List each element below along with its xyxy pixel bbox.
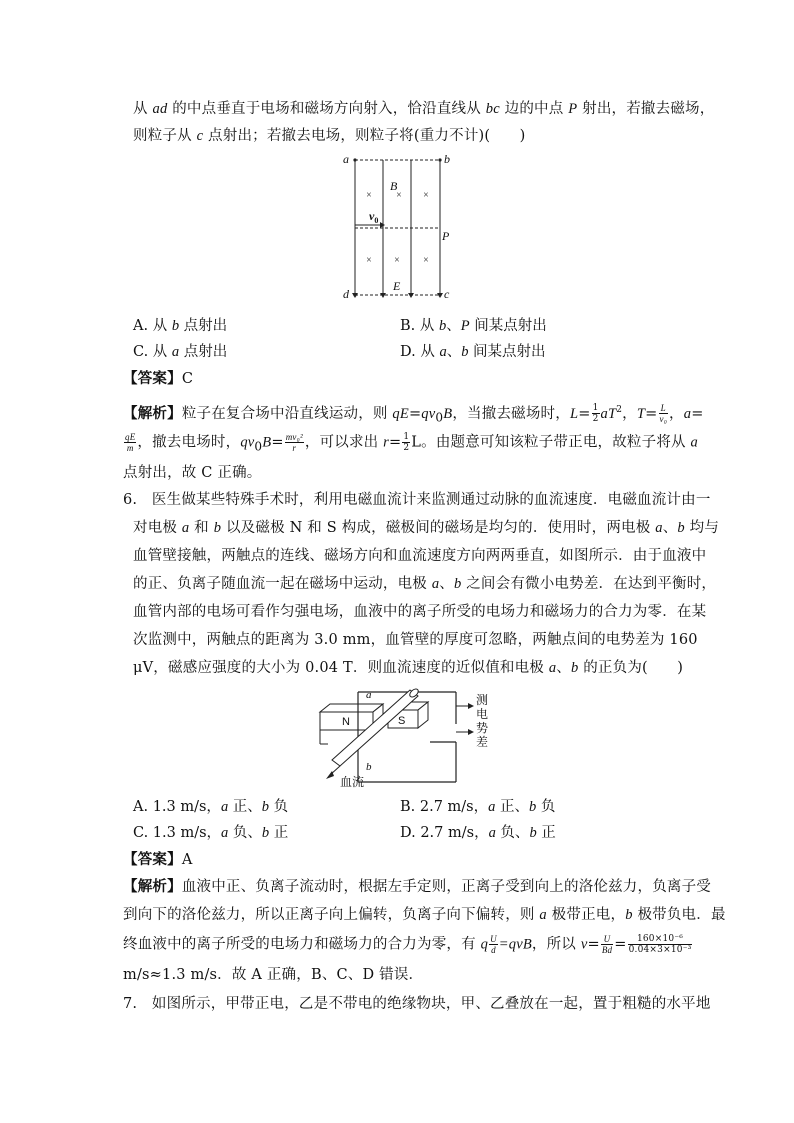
q6-stem-line3: 血管壁接触，两触点的连线、磁场方向和血流速度方向两两垂直，如图所示．由于血液中: [133, 548, 707, 564]
q5-analysis-line2: $\frac{qE}{m}$ ，撤去电场时，$qv_0B=$ $\frac{\text{mv₀²}}{r}$ ，可以求出 r= $\frac{1}{2}$ L。由题意可知该粒子带正电，故粒子将从 a: [125, 432, 698, 454]
label-a: a: [366, 689, 372, 701]
q5-option-a[interactable]: A. 从 b 点射出: [133, 318, 228, 334]
x-mark: ×: [366, 255, 372, 266]
label-measure-2: 势: [476, 721, 489, 735]
label-blood-flow: 血流: [340, 775, 365, 789]
q6-option-a[interactable]: A. 1.3 m/s，a 正、b 负: [133, 799, 289, 815]
label-measure-3: 差: [476, 735, 489, 749]
q5-stem-line2: 则粒子从 c 点射出；若撤去电场，则粒子将(重力不计)( ): [133, 128, 526, 144]
x-mark: ×: [423, 190, 429, 201]
x-mark: ×: [423, 255, 429, 266]
q6-stem-line4: 的正、负离子随血流一起在磁场中运动，电极 a、b 之间会有微小电势差．在达到平衡时，: [133, 576, 717, 592]
q7-stem-line1: 7. 如图所示，甲带正电，乙是不带电的绝缘物块，甲、乙叠放在一起，置于粗糙的水平地: [123, 996, 711, 1012]
q5-analysis-line3: 点射出，故 C 正确。: [123, 465, 262, 481]
q5-option-d[interactable]: D. 从 a、b 间某点射出: [400, 344, 546, 360]
q6-stem-line6: 次监测中，两触点的距离为 3.0 mm，血管壁的厚度可忽略，两触点间的电势差为 160: [133, 632, 698, 648]
q6-analysis-line3: 终血液中的离子所受的电场力和磁场力的合力为零，有 q $\frac{U}{d}$ =qvB，所以 v= $\frac{U}{Bd}$ = $\frac{\text{160×10⁻⁶}}{\text{0.04×3×10⁻³}}$: [123, 934, 692, 955]
label-P: P: [442, 229, 450, 243]
magnet-n-top: [320, 704, 383, 712]
label-S: S: [398, 715, 406, 727]
q6-analysis-line2: 到向下的洛伦兹力，所以正离子向上偏转，负离子向下偏转，则 a 极带正电，b 极带负电．最: [123, 907, 726, 923]
q6-analysis-line1: 【解析】血液中正、负离子流动时，根据左手定则，正离子受到向上的洛伦兹力，负离子受: [123, 878, 712, 895]
x-mark: ×: [366, 190, 372, 201]
q6-option-b[interactable]: B. 2.7 m/s，a 正、b 负: [400, 799, 556, 815]
label-measure-1: 电: [476, 707, 489, 721]
label-c: c: [444, 287, 450, 300]
label-b: b: [366, 761, 372, 773]
label-b: b: [444, 152, 450, 166]
q5-stem-line1: 从 ad 的中点垂直于电场和磁场方向射入，恰沿直线从 bc 边的中点 P 射出，若撤去磁场，: [133, 101, 715, 117]
x-mark: ×: [394, 255, 400, 266]
q6-option-c[interactable]: C. 1.3 m/s，a 负、b 正: [133, 825, 289, 841]
q5-option-b[interactable]: B. 从 b、P 间某点射出: [400, 318, 547, 334]
q5-analysis-line1: 【解析】粒子在复合场中沿直线运动，则 $qE=qv_0B$，当撤去磁场时，L= $\frac{1}{2}$ $aT^2$，T= $\frac{L}{\text{v₀}}$ ，a=: [123, 403, 704, 425]
q5-option-c[interactable]: C. 从 a 点射出: [133, 344, 228, 360]
label-v0: $v_0$: [369, 209, 379, 225]
q6-answer: 【答案】A: [123, 851, 193, 868]
q6-stem-line5: 血管内部的电场可看作匀强电场，血液中的离子所受的电场力和磁场力的合力为零．在某: [133, 604, 707, 620]
q6-flowmeter-diagram: [318, 682, 498, 792]
q5-answer: 【答案】C: [123, 370, 194, 387]
label-E: E: [393, 279, 401, 293]
q6-option-d[interactable]: D. 2.7 m/s，a 负、b 正: [400, 825, 556, 841]
q6-stem-line1: 6. 医生做某些特殊手术时，利用电磁血流计来监测通过动脉的血流速度．电磁血流计由一: [123, 492, 711, 508]
q6-stem-line7: μV，磁感应强度的大小为 0.04 T．则血流速度的近似值和电极 a、b 的正负为( ): [133, 660, 684, 676]
q6-stem-line2: 对电极 a 和 b 以及磁极 N 和 S 构成，磁极间的磁场是均匀的．使用时，两电极 a、b 均与: [133, 520, 720, 536]
label-d: d: [343, 287, 349, 300]
label-a: a: [343, 152, 349, 166]
label-measure-0: 测: [476, 693, 489, 707]
label-N: N: [342, 716, 350, 728]
q6-analysis-line4: m/s≈1.3 m/s．故 A 正确，B、C、D 错误．: [123, 967, 424, 983]
x-mark: ×: [396, 190, 402, 201]
q5-field-diagram: [340, 150, 460, 300]
label-B: B: [390, 179, 398, 193]
